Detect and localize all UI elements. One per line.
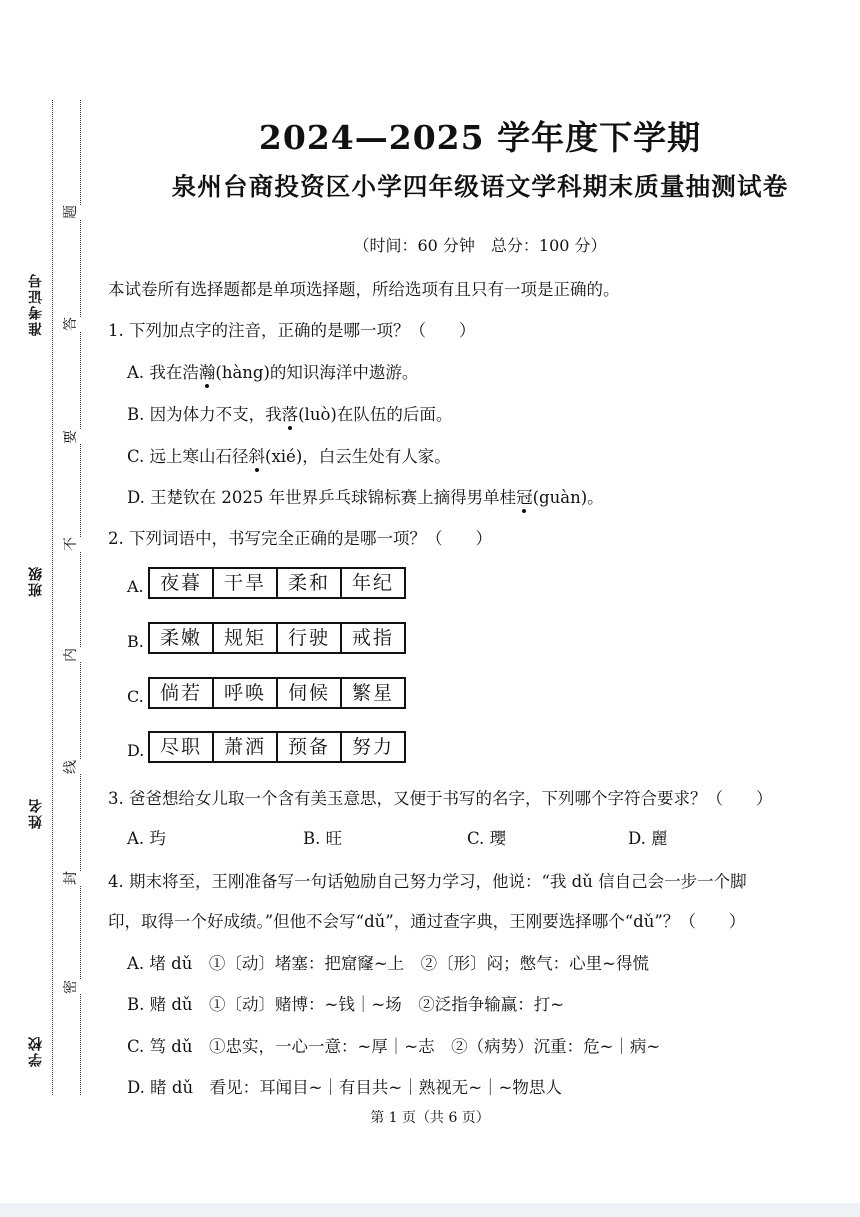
dotted-char: 冠 xyxy=(516,488,533,507)
question-3-option-a[interactable]: A. 玙 xyxy=(127,829,166,848)
word-cell: 努力 xyxy=(351,736,394,758)
question-4-option-c[interactable]: C. 笃 dǔ ①忠实，一心一意：~厚｜~志 ②（病势）沉重：危~｜病~ xyxy=(127,1037,661,1056)
option-letter[interactable]: C. xyxy=(127,687,144,706)
word-cell: 规矩 xyxy=(214,624,278,652)
answer-paren[interactable]: （ ） xyxy=(679,912,746,931)
exam-title: 2024—2025 学年度下学期 xyxy=(258,118,702,157)
dotted-char: 斜 xyxy=(248,447,266,466)
question-1-option-b[interactable] xyxy=(127,401,452,425)
question-text: 1. 下列加点字的注音，正确的是哪一项？ xyxy=(108,321,410,340)
question-text: 3. 爸爸想给女儿取一个含有美玉意思，又便于书写的名字，下列哪个字符合要求？ xyxy=(108,789,707,808)
exam-subtitle: 泉州台商投资区小学四年级语文学科期末质量抽测试卷 xyxy=(171,172,789,201)
dotted-char: 落 xyxy=(281,405,299,424)
question-4-option-b[interactable]: B. 赌 dǔ ①〔动〕赌博：~钱｜~场 ②泛指争输赢：打~ xyxy=(127,995,565,1014)
seal-char: 线 xyxy=(58,760,82,774)
option-text: (hàng)的知识海洋中遨游。 xyxy=(215,363,419,382)
option-text: (guàn)。 xyxy=(532,488,604,507)
binding-line-inner xyxy=(80,100,81,1095)
school-label: 学校 xyxy=(28,1035,44,1067)
option-text: B. 因为体力不支，我 xyxy=(127,405,282,424)
question-2-option-b-words[interactable] xyxy=(148,622,406,654)
bottom-strip xyxy=(0,1203,860,1217)
page-footer: 第 1 页（共 6 页） xyxy=(370,1110,490,1126)
question-1-option-c[interactable] xyxy=(127,443,451,467)
seal-char: 密 xyxy=(58,980,82,994)
question-2-option-d-words[interactable] xyxy=(148,731,406,763)
seal-char: 答 xyxy=(58,317,82,331)
seal-char: 内 xyxy=(58,648,82,662)
question-4-option-d[interactable]: D. 睹 dǔ 看见：耳闻目~｜有目共~｜熟视无~｜~物思人 xyxy=(127,1078,562,1097)
question-3-stem xyxy=(108,785,773,809)
word-cell: 尽职 xyxy=(150,733,214,761)
word-cell: 萧洒 xyxy=(214,733,278,761)
answer-paren[interactable]: （ ） xyxy=(426,529,492,548)
question-3-option-d[interactable]: D. 麗 xyxy=(628,829,668,848)
word-cell: 夜暮 xyxy=(150,569,214,597)
word-cell: 倘若 xyxy=(150,679,214,707)
word-cell: 行驶 xyxy=(278,624,342,652)
seal-char: 封 xyxy=(58,871,82,885)
exam-number-label: 准考证号 xyxy=(28,272,44,336)
question-4-stem-line2 xyxy=(108,908,745,932)
word-cell: 伺候 xyxy=(278,679,342,707)
question-text: 2. 下列词语中，书写完全正确的是哪一项？ xyxy=(108,529,426,548)
question-4-stem-line1: 4. 期末将至，王刚准备写一句话勉励自己努力学习，他说：“我 dǔ 信自己会一步一个脚 xyxy=(108,872,747,891)
question-2-option-a-words[interactable] xyxy=(148,567,406,599)
question-4-option-a[interactable]: A. 堵 dǔ ①〔动〕堵塞：把窟窿~上 ②〔形〕闷；憋气：心里~得慌 xyxy=(127,954,649,973)
option-text: (xié)，白云生处有人家。 xyxy=(265,447,451,466)
word-cell: 戒指 xyxy=(351,627,394,649)
seal-char: 要 xyxy=(58,430,82,444)
option-letter[interactable]: B. xyxy=(127,632,144,651)
answer-paren[interactable]: （ ） xyxy=(706,789,773,808)
word-cell: 柔嫩 xyxy=(150,624,214,652)
dotted-char: 瀚 xyxy=(198,363,216,382)
word-cell: 柔和 xyxy=(278,569,342,597)
word-cell: 繁星 xyxy=(351,682,394,704)
question-1-option-a[interactable] xyxy=(127,359,418,383)
word-cell: 预备 xyxy=(278,733,342,761)
question-text: 印，取得一个好成绩。”但他不会写“dǔ”，通过查字典，王刚要选择哪个“dǔ”？ xyxy=(108,912,680,931)
option-letter[interactable]: D. xyxy=(127,741,145,760)
option-text: D. 王楚钦在 2025 年世界乒乓球锦标赛上摘得男单桂 xyxy=(127,488,517,507)
question-2-option-c-words[interactable] xyxy=(148,677,406,709)
question-2-stem xyxy=(108,525,492,549)
seal-char: 不 xyxy=(58,537,82,551)
option-text: A. 我在浩 xyxy=(127,363,199,382)
word-cell: 呼唤 xyxy=(214,679,278,707)
seal-char: 题 xyxy=(58,205,82,219)
question-1-stem xyxy=(108,317,476,341)
question-1-option-d[interactable] xyxy=(127,484,604,508)
word-cell: 年纪 xyxy=(351,572,394,594)
answer-paren[interactable]: （ ） xyxy=(409,321,476,340)
option-text: C. 远上寒山石径 xyxy=(127,447,249,466)
question-3-option-b[interactable]: B. 旺 xyxy=(303,829,343,848)
instructions: 本试卷所有选择题都是单项选择题，所给选项有且只有一项是正确的。 xyxy=(108,280,620,299)
class-label: 班级 xyxy=(28,565,44,597)
option-text: (luò)在队伍的后面。 xyxy=(298,405,453,424)
question-3-option-c[interactable]: C. 瓔 xyxy=(467,829,507,848)
binding-line-outer xyxy=(52,100,53,1095)
word-cell: 干旱 xyxy=(214,569,278,597)
option-letter[interactable]: A. xyxy=(127,577,144,596)
name-label: 姓名 xyxy=(28,797,44,829)
exam-meta: （时间：60 分钟 总分：100 分） xyxy=(353,236,607,255)
